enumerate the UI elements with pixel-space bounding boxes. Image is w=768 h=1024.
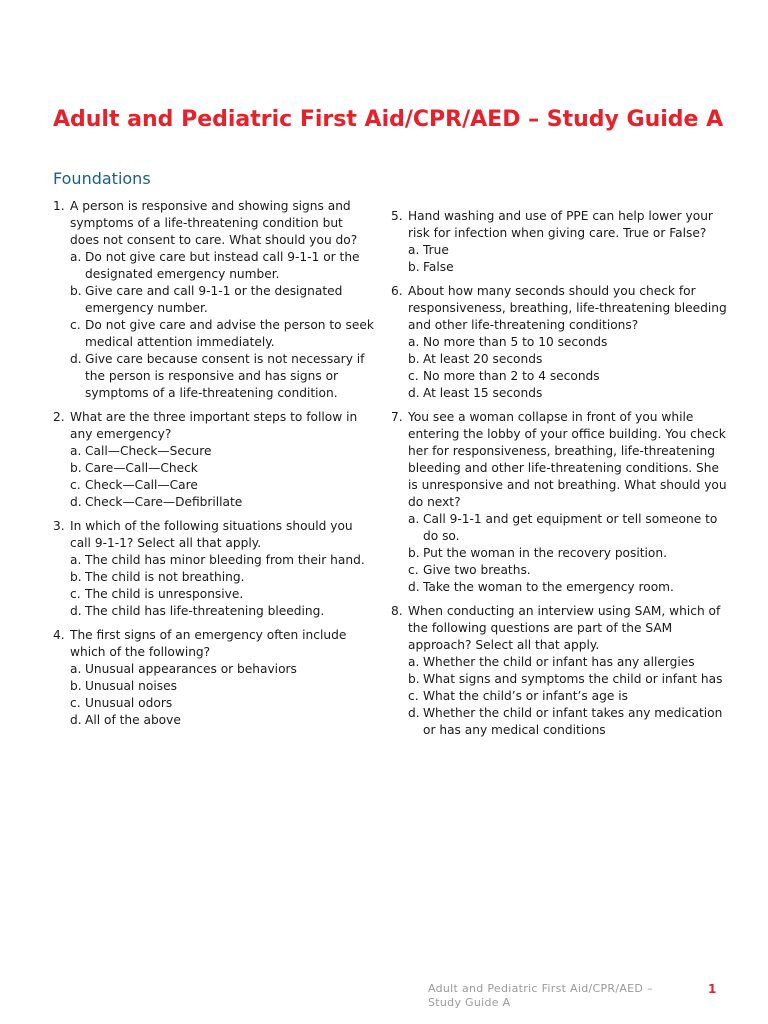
answer-option xyxy=(408,654,731,671)
option-letter: a. xyxy=(408,335,420,349)
option-letter: b. xyxy=(408,352,420,366)
option-text: What signs and symptoms the child or infant has xyxy=(423,672,723,686)
option-text: Call 9-1-1 and get equipment or tell someone to do so. xyxy=(423,512,718,543)
footer-document-title: Adult and Pediatric First Aid/CPR/AED – Study Guide A xyxy=(428,982,653,1009)
answer-option xyxy=(70,443,375,460)
option-letter: b. xyxy=(408,546,420,560)
option-text: Take the woman to the emergency room. xyxy=(423,580,674,594)
option-letter: b. xyxy=(70,679,82,693)
option-letter: d. xyxy=(70,713,82,727)
option-text: Call—Check—Secure xyxy=(85,444,212,458)
option-letter: b. xyxy=(70,284,82,298)
option-letter: b. xyxy=(408,260,420,274)
option-letter: a. xyxy=(70,444,82,458)
option-text: Unusual appearances or behaviors xyxy=(85,662,297,676)
section-heading: Foundations xyxy=(53,169,151,188)
question-2 xyxy=(53,409,375,511)
answer-option xyxy=(408,562,731,579)
option-text: Do not give care but instead call 9-1-1 or the designated emergency number. xyxy=(85,250,360,281)
option-letter: d. xyxy=(70,352,82,366)
option-text: The child has minor bleeding from their hand. xyxy=(85,553,365,567)
question-8 xyxy=(391,603,731,739)
option-letter: d. xyxy=(70,604,82,618)
answer-option xyxy=(70,661,375,678)
page-number: 1 xyxy=(708,982,717,996)
option-text: Put the woman in the recovery position. xyxy=(423,546,667,560)
option-letter: d. xyxy=(70,495,82,509)
answer-option xyxy=(70,569,375,586)
option-letter: c. xyxy=(70,478,81,492)
option-letter: b. xyxy=(70,461,82,475)
question-number: 6. xyxy=(391,284,403,298)
question-7 xyxy=(391,409,731,596)
question-1 xyxy=(53,198,375,402)
option-text: Care—Call—Check xyxy=(85,461,198,475)
option-letter: c. xyxy=(70,318,81,332)
answer-option xyxy=(70,283,375,317)
option-text: Unusual odors xyxy=(85,696,173,710)
answer-option xyxy=(408,385,731,402)
option-text: No more than 5 to 10 seconds xyxy=(423,335,608,349)
question-number: 3. xyxy=(53,519,65,533)
answer-option xyxy=(408,242,731,259)
option-text: The child has life-threatening bleeding. xyxy=(85,604,325,618)
option-letter: c. xyxy=(408,369,419,383)
option-letter: b. xyxy=(408,672,420,686)
answer-option xyxy=(70,477,375,494)
option-letter: c. xyxy=(70,587,81,601)
option-text: Check—Call—Care xyxy=(85,478,198,492)
option-text: The child is unresponsive. xyxy=(85,587,244,601)
answer-option xyxy=(70,249,375,283)
question-number: 7. xyxy=(391,410,403,424)
page-title: Adult and Pediatric First Aid/CPR/AED – Study Guide A xyxy=(53,107,724,132)
right-column xyxy=(391,208,731,746)
answer-option xyxy=(70,494,375,511)
option-text: At least 15 seconds xyxy=(423,386,543,400)
answer-option xyxy=(408,259,731,276)
answer-option xyxy=(408,671,731,688)
option-letter: d. xyxy=(408,386,420,400)
option-text: Give care because consent is not necessary if the person is responsive and has signs or symptoms of a life-threatening condition. xyxy=(85,352,365,400)
option-letter: c. xyxy=(70,696,81,710)
option-letter: c. xyxy=(408,563,419,577)
option-text: True xyxy=(423,243,449,257)
question-number: 8. xyxy=(391,604,403,618)
option-text: What the child’s or infant’s age is xyxy=(423,689,628,703)
option-letter: a. xyxy=(70,662,82,676)
option-letter: a. xyxy=(408,243,420,257)
answer-option xyxy=(408,334,731,351)
option-letter: a. xyxy=(408,655,420,669)
answer-option xyxy=(70,712,375,729)
question-text: When conducting an interview using SAM, which of the following questions are part of the SAM approach? Select all that apply. xyxy=(408,604,721,652)
option-text: At least 20 seconds xyxy=(423,352,543,366)
answer-option xyxy=(408,545,731,562)
answer-option xyxy=(70,678,375,695)
option-letter: d. xyxy=(408,706,420,720)
left-column xyxy=(53,198,375,736)
answer-option xyxy=(408,351,731,368)
option-letter: b. xyxy=(70,570,82,584)
question-number: 2. xyxy=(53,410,65,424)
answer-option xyxy=(70,552,375,569)
question-text: In which of the following situations should you call 9-1-1? Select all that apply. xyxy=(70,519,353,550)
answer-option xyxy=(70,586,375,603)
question-3 xyxy=(53,518,375,620)
question-6 xyxy=(391,283,731,402)
option-letter: a. xyxy=(70,553,82,567)
question-number: 4. xyxy=(53,628,65,642)
option-text: The child is not breathing. xyxy=(85,570,245,584)
option-text: Unusual noises xyxy=(85,679,177,693)
answer-option xyxy=(408,688,731,705)
option-letter: d. xyxy=(408,580,420,594)
question-text: About how many seconds should you check for responsiveness, breathing, life-threatening bleeding and other life-threatening conditions? xyxy=(408,284,727,332)
answer-option xyxy=(70,460,375,477)
answer-option xyxy=(70,351,375,402)
option-text: Do not give care and advise the person to seek medical attention immediately. xyxy=(85,318,374,349)
answer-option xyxy=(70,603,375,620)
question-number: 5. xyxy=(391,209,403,223)
option-text: False xyxy=(423,260,454,274)
answer-option xyxy=(70,695,375,712)
option-letter: a. xyxy=(408,512,420,526)
option-text: Give care and call 9-1-1 or the designated emergency number. xyxy=(85,284,343,315)
option-text: Give two breaths. xyxy=(423,563,531,577)
option-letter: a. xyxy=(70,250,82,264)
answer-option xyxy=(408,705,731,739)
answer-option xyxy=(408,511,731,545)
question-text: You see a woman collapse in front of you while entering the lobby of your office building. You check her for responsiveness, breathing, life-threatening bleeding and other life-threatening conditions. She is unresponsive and not breathing. What should you do next? xyxy=(408,410,727,509)
option-text: Whether the child or infant has any allergies xyxy=(423,655,695,669)
question-text: What are the three important steps to follow in any emergency? xyxy=(70,410,358,441)
question-5 xyxy=(391,208,731,276)
question-4 xyxy=(53,627,375,729)
question-text: Hand washing and use of PPE can help lower your risk for infection when giving care. True or False? xyxy=(408,209,713,240)
option-text: All of the above xyxy=(85,713,181,727)
question-text: The first signs of an emergency often include which of the following? xyxy=(70,628,347,659)
question-number: 1. xyxy=(53,199,65,213)
option-text: No more than 2 to 4 seconds xyxy=(423,369,600,383)
question-text: A person is responsive and showing signs and symptoms of a life-threatening condition but does not consent to care. What should you do? xyxy=(70,199,358,247)
answer-option xyxy=(408,368,731,385)
option-text: Check—Care—Defibrillate xyxy=(85,495,243,509)
answer-option xyxy=(70,317,375,351)
answer-option xyxy=(408,579,731,596)
option-text: Whether the child or infant takes any medication or has any medical conditions xyxy=(423,706,723,737)
option-letter: c. xyxy=(408,689,419,703)
